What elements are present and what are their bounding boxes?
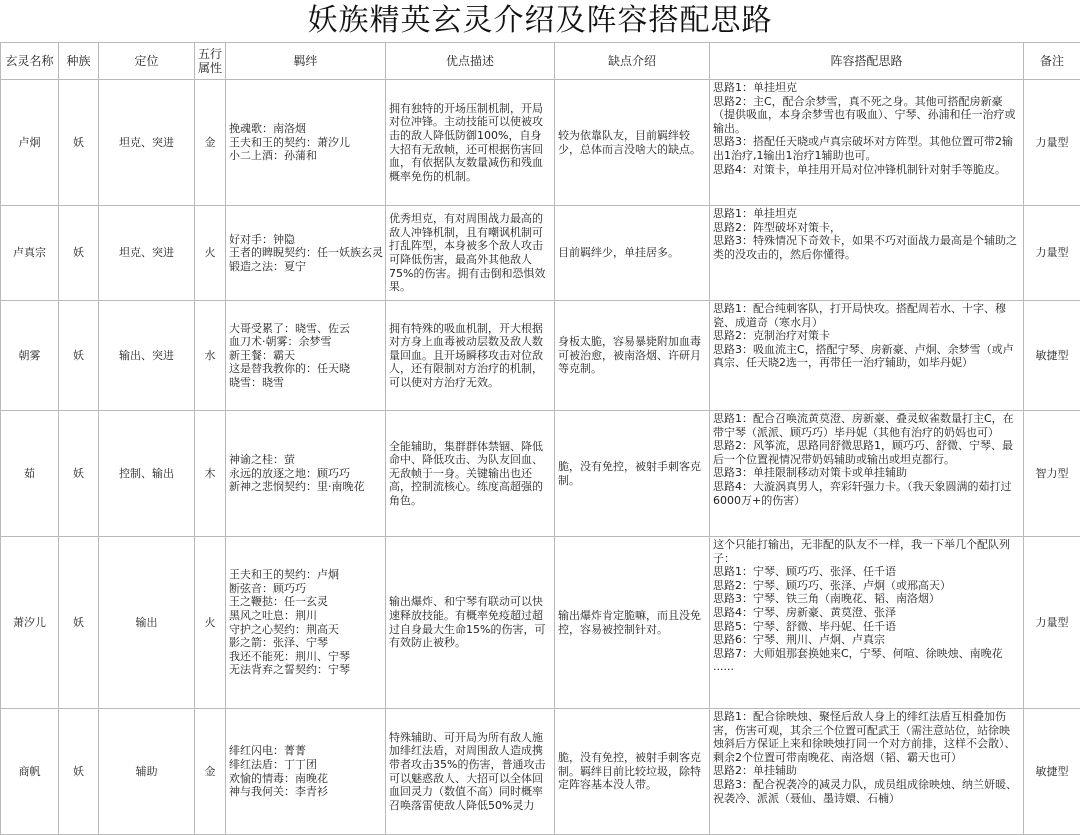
bonds-cell-line: 无法背弃之誓契约：宁琴 [229,663,382,677]
element-cell: 火 [195,537,226,709]
header-race: 种族 [59,43,99,80]
hero-name-cell: 萧汐儿 [1,537,59,709]
note-cell: 智力型 [1024,411,1080,537]
lineup-cell [710,80,1024,206]
cons-cell: 脆，没有免控，被射手刺客克制。羁绊目前比较垃圾，除特定阵容基本没人带。 [555,709,710,835]
note-cell: 力量型 [1024,80,1080,206]
bonds-cell-line: 王之鞭挞：任一玄灵 [229,595,382,609]
bonds-cell-line: 守护之心契约：荆高天 [229,623,382,637]
hero-name-cell: 朝雾 [1,301,59,411]
hero-name-cell: 卢炯 [1,80,59,206]
header-cons: 缺点介绍 [555,43,710,80]
race-cell: 妖 [59,709,99,835]
bonds-cell-line: 神谕之桂：萤 [229,453,382,467]
hero-name-cell: 商帆 [1,709,59,835]
bonds-cell-line: 小二上酒：孙蒲和 [229,149,382,163]
cons-cell: 身板太脆，容易暴毙附加血毒可被治愈，被南洛烟、许研月等克制。 [555,301,710,411]
header-note: 备注 [1024,43,1080,80]
cons-cell: 较为依靠队友，目前羁绊较少，总体而言没啥大的缺点。 [555,80,710,206]
pros-cell: 拥有特殊的吸血机制，开大根据对方身上血毒被动层数及敌人数量回血。且开场瞬移攻击对位敌人，还有限制对方治疗的机制，可以使对方治疗无效。 [386,301,555,411]
header-bonds: 羁绊 [226,43,386,80]
bonds-cell-line: 我还不能死：荆川、宁琴 [229,650,382,664]
lineup-cell [710,411,1024,537]
table-header-row [1,43,1080,80]
pros-cell: 输出爆炸、和宁琴有联动可以快速释放技能。有概率免疫超过超过自身最大生命15%的伤害，可有效防止被秒。 [386,537,555,709]
bonds-cell [226,206,386,301]
bonds-cell-line: 晓雪：晓雪 [229,376,382,390]
bonds-cell-line: 永远的放逐之地：顾巧巧 [229,467,382,481]
hero-name-cell: 卢真宗 [1,206,59,301]
hero-table [0,42,1080,835]
lineup-cell-line: 思路1：配合徐映烛、聚怪后敌人身上的绯红法盾互相叠加伤害，伤害可观，其余三个位置可配武王（需注意站位，站徐映烛斜后方保证上来和徐映烛打同一个对方前排，这样不会散）、剩余2个位置可带南晚花、南洛烟（韬、霸天也可） [713,710,1020,764]
position-cell: 输出 [99,537,195,709]
lineup-cell-line: 思路3：吸血流主C，搭配宁琴、房新豪、卢炯、余梦雪（或卢真宗、任天晓2选一，再带任一治疗辅助，如毕丹妮） [713,343,1020,370]
lineup-cell-line: 思路1：配合召唤流黄莫澄、房新豪、叠灵蚁雀数量打主C，在带宁琴（派派、顾巧巧）毕丹妮（其他有治疗的奶妈也可） [713,412,1020,439]
cons-cell: 输出爆炸肯定脆嘛，而且没免控，容易被控制针对。 [555,537,710,709]
lineup-cell-line: 思路3：搭配任天晓或卢真宗破坏对方阵型。其他位置可带2输出1治疗,1输出1治疗1辅助也可。 [713,135,1020,162]
note-cell: 力量型 [1024,537,1080,709]
pros-cell: 特殊辅助、可开局为所有敌人施加绯红法盾，对周围敌人造成携带者攻击35%的伤害，普通攻击可以魅惑敌人、大招可以全体回血回灵力（数值不高）同时概率召唤落雷使敌人降低50%灵力 [386,709,555,835]
element-cell: 水 [195,301,226,411]
element-cell: 火 [195,206,226,301]
header-position: 定位 [99,43,195,80]
header-name: 玄灵名称 [1,43,59,80]
bonds-cell-line: 挽魂歌：南洛烟 [229,122,382,136]
lineup-cell-line: 思路4：大漩涡真男人，弈彩轩强力卡。（我天象圆满的茹打过6000万+的伤害） [713,480,1020,507]
race-cell: 妖 [59,411,99,537]
lineup-cell [710,537,1024,709]
cons-cell: 目前羁绊少，单挂居多。 [555,206,710,301]
lineup-cell-line: 思路3：单挂限制移动对策卡或单挂辅助 [713,466,1020,480]
note-cell: 力量型 [1024,206,1080,301]
lineup-cell-line: 思路5：宁琴、舒微、毕丹妮、任千语 [713,620,1020,634]
bonds-cell-line: 绯红闪电：菁菁 [229,744,382,758]
bonds-cell-line: 断弦音：顾巧巧 [229,582,382,596]
bonds-cell [226,411,386,537]
pros-cell: 优秀坦克，有对周围战力最高的敌人冲锋机制，且有嘲讽机制可打乱阵型，本身被多个敌人攻击可降低伤害，最高外其他敌人75%的伤害。拥有击倒和恐惧效果。 [386,206,555,301]
lineup-cell-line: 思路2：宁琴、顾巧巧、张泽、卢炯（或邢高天） [713,579,1020,593]
position-cell: 坦克、突进 [99,206,195,301]
race-cell: 妖 [59,206,99,301]
header-pros: 优点描述 [386,43,555,80]
lineup-cell-line: 思路2：主C，配合余梦雪，真不死之身。其他可搭配房新豪（提供吸血，本身余梦雪也有吸血）、宁琴、孙浦和任一治疗或输出。 [713,95,1020,136]
note-cell: 敏捷型 [1024,301,1080,411]
bonds-cell-line: 王者的睥睨契约：任一妖族玄灵 [229,246,382,260]
lineup-cell-line: 思路7：大师姐那套换她来C，宁琴、何喧、徐映烛、南晚花 [713,647,1020,661]
bonds-cell-line: 大哥受累了：晓雪、佐云 [229,322,382,336]
position-cell: 控制、输出 [99,411,195,537]
table-row [1,206,1080,301]
table-row [1,301,1080,411]
bonds-cell-line: 王夫和王的契约：萧汐儿 [229,136,382,150]
element-cell: 金 [195,709,226,835]
header-element: 五行 属性 [195,43,226,80]
lineup-cell-line: 思路3：配合祝袭冷的减灵力队，成员组成徐映烛、纳兰妍暖、祝袭冷、派派（聂仙、墨诗嬛、石楠） [713,778,1020,805]
bonds-cell-line: 黑风之吐息：荆川 [229,609,382,623]
page-title: 妖族精英玄灵介绍及阵容搭配思路 [0,0,1080,42]
lineup-cell-line: 思路2：风筝流，思路同舒微思路1，顾巧巧、舒微、宁琴、最后一个位置视情况带奶妈辅助或输出或坦克都行。 [713,439,1020,466]
header-lineup: 阵容搭配思路 [710,43,1024,80]
cons-cell: 脆，没有免控，被射手刺客克制。 [555,411,710,537]
lineup-cell [710,206,1024,301]
lineup-cell-line: 思路4：对策卡，单挂用开局对位冲锋机制针对射手等脆皮。 [713,163,1020,177]
position-cell: 辅助 [99,709,195,835]
bonds-cell [226,301,386,411]
lineup-cell-line: ...... [713,660,1020,674]
race-cell: 妖 [59,537,99,709]
race-cell: 妖 [59,80,99,206]
pros-cell: 全能辅助，集群群体禁锢、降低命中、降低攻击、为队友回血、无敌帧于一身。关键输出也还高，控制流核心。练度高超强的角色。 [386,411,555,537]
position-cell: 输出、突进 [99,301,195,411]
bonds-cell-line: 影之箭：张泽、宁琴 [229,636,382,650]
lineup-cell [710,709,1024,835]
table-row [1,709,1080,835]
bonds-cell [226,80,386,206]
table-row [1,80,1080,206]
bonds-cell-line: 神与我何关：李青衫 [229,785,382,799]
bonds-cell-line: 血刀术·朝雾：余梦雪 [229,335,382,349]
bonds-cell-line: 绯红法盾：丁丁团 [229,758,382,772]
lineup-cell-line: 思路2：单挂辅助 [713,764,1020,778]
lineup-cell-line: 思路3：特殊情况下奇效卡，如果不巧对面战力最高是个辅助之类的没攻击的，然后你懂得。 [713,234,1020,261]
lineup-cell-line: 思路1：单挂坦克 [713,81,1020,95]
lineup-cell-line: 思路2：克制治疗对策卡 [713,329,1020,343]
bonds-cell-line: 新王餐：霸天 [229,349,382,363]
bonds-cell-line: 新神之悲悯契约：里·南晚花 [229,480,382,494]
bonds-cell-line: 王夫和王的契约：卢炯 [229,568,382,582]
element-cell: 金 [195,80,226,206]
bonds-cell [226,709,386,835]
element-cell: 木 [195,411,226,537]
lineup-cell-line: 思路1：配合纯刺客队，打开局快攻。搭配周若水、十字、穆瓷、成道奇（寒水月） [713,302,1020,329]
note-cell: 敏捷型 [1024,709,1080,835]
bonds-cell-line: 这是替我教你的：任天晓 [229,362,382,376]
lineup-cell-line: 思路4：宁琴、房新豪、黄莫澄、张泽 [713,606,1020,620]
table-row [1,411,1080,537]
hero-name-cell: 茹 [1,411,59,537]
pros-cell: 拥有独特的开场压制机制，开局对位冲锋。主动技能可以使被攻击的敌人降低防御100%，自身大招有无敌帧，还可根据伤害回血，有依据队友数量减伤和残血概率免伤的机制。 [386,80,555,206]
bonds-cell-line: 欢愉的情毒：南晚花 [229,772,382,786]
bonds-cell-line: 好对手：钟隐 [229,233,382,247]
lineup-cell-line: 思路2：阵型破坏对策卡， [713,221,1020,235]
bonds-cell [226,537,386,709]
lineup-cell-line: 思路3：宁琴、铁三角（南晚花、韬、南洛烟） [713,592,1020,606]
bonds-cell-line: 锻造之法：夏宁 [229,260,382,274]
lineup-cell [710,301,1024,411]
lineup-cell-line: 思路6：宁琴、荆川、卢炯、卢真宗 [713,633,1020,647]
lineup-cell-line: 思路1：单挂坦克 [713,207,1020,221]
race-cell: 妖 [59,301,99,411]
lineup-cell-line: 这个只能打输出，无非配的队友不一样，我一下举几个配队列子： [713,538,1020,565]
lineup-cell-line: 思路1：宁琴、顾巧巧、张泽、任千语 [713,565,1020,579]
table-row [1,537,1080,709]
position-cell: 坦克、突进 [99,80,195,206]
